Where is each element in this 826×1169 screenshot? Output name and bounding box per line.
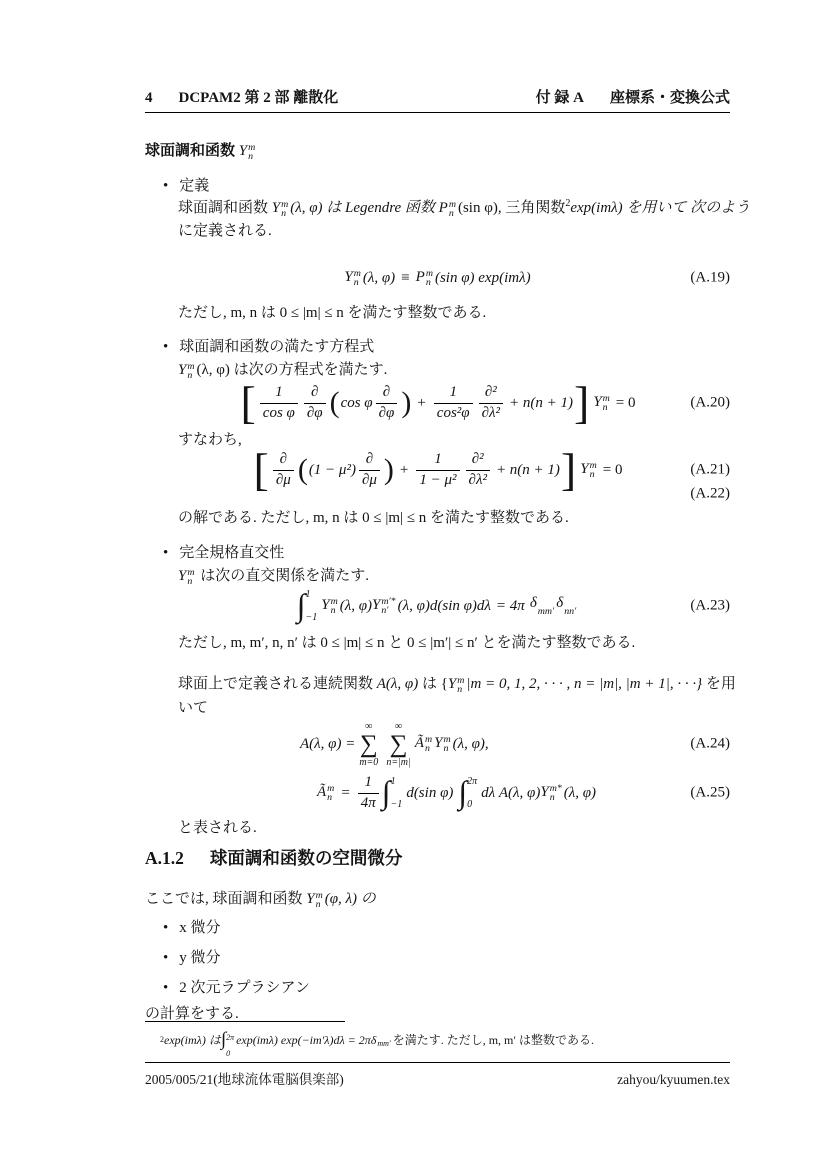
text: の計算をする. — [145, 1006, 239, 1022]
math: (sin φ) exp(imλ) — [434, 269, 531, 286]
text: を満たす. ただし, m, m′ は整数である. — [392, 1033, 594, 1047]
integral: ∫ 1 −1 — [296, 587, 318, 624]
text: 球面調和函数 — [178, 200, 272, 216]
math-Y-conj: Y m′* n′ — [372, 595, 396, 617]
bullet-definition — [163, 176, 209, 196]
equation-label-a24: (A.24) — [690, 735, 730, 752]
list-item-label: 2 次元ラプラシアン — [179, 980, 310, 996]
equation-a19 — [145, 262, 730, 294]
bullet-icon: • — [163, 545, 169, 561]
text: (λ, φ) は Legendre 函数 — [290, 200, 439, 216]
math: A(λ, φ) = — [300, 735, 356, 752]
math: dλ A(λ, φ) — [481, 784, 541, 801]
equation-label-a22: (A.22) — [690, 485, 730, 502]
subscript: mm′ — [377, 1039, 391, 1048]
bullet-icon: • — [163, 920, 169, 936]
footnote: 2 exp(imλ) は ∫ 2π 0 exp(imλ) exp(−im′λ)dλ = 2πδ mm′ を満たす. ただし, m, m′ は整数である. — [160, 1028, 594, 1058]
fraction: $\frac{\partial}{\partial\mu}$ — [359, 451, 380, 489]
fraction: $\frac{\text{∂²}}{\text{∂λ²}}$ — [466, 451, 490, 489]
text: は { — [418, 676, 448, 692]
section-number: A.1.2 — [145, 848, 184, 868]
math-Y: Y m n — [178, 361, 195, 382]
text: は次の直交関係を満たす. — [196, 568, 369, 584]
integral: ∫ 1 −1 — [381, 774, 403, 811]
text: (λ, φ) は次の方程式を満たす. — [196, 362, 388, 378]
header-appendix-label: 付 録 A — [535, 90, 584, 106]
math-delta: δ mm′ — [529, 595, 555, 618]
bullet-icon: • — [163, 980, 169, 996]
plus-symbol: + — [399, 461, 409, 478]
math: d(sin φ) — [406, 784, 454, 801]
math-delta: δ nn′ — [556, 595, 577, 618]
math: = 0 — [602, 461, 623, 478]
equals-symbol: = — [341, 784, 350, 801]
condition-after-a22 — [178, 508, 569, 528]
header-appendix-title: 座標系・変換公式 — [609, 90, 730, 106]
header-left — [145, 88, 338, 108]
fraction: $\frac{\partial}{\partial\varphi}$ — [376, 384, 398, 422]
text: の解である. ただし, m, n は 0 ≤ |m| ≤ n を満たす整数である. — [178, 510, 569, 526]
summation: ∞ ∑ n=|m| — [386, 720, 411, 768]
text: と表される. — [178, 820, 257, 836]
math-Y: Y m n — [447, 675, 465, 696]
equation-a20: [ $\frac{1}{\text{cos φ}}$ $\frac{\partial}{\partial\varphi}$ ( cos φ $\frac{\partial}{\partial\varphi}$ ) + $\frac{1}{\text{cos²φ}}$ $\frac{\text{∂²}}{\text{∂λ²}}$ + n(n + 1) ] Y m n = 0 (A.20) — [240, 377, 730, 428]
bullet-icon: • — [163, 178, 169, 194]
list-item-laplacian — [163, 978, 310, 998]
fraction: $\frac{\partial}{\partial\varphi}$ — [304, 384, 326, 422]
math-Y: Y m n — [238, 142, 256, 163]
list-item-label: x 微分 — [179, 920, 221, 936]
section-heading — [145, 845, 402, 870]
equation-label-a20: (A.20) — [690, 394, 730, 411]
math: (1 − μ²) — [308, 461, 356, 478]
bullet-icon: • — [163, 950, 169, 966]
text: ただし, m, n は 0 ≤ |m| ≤ n を満たす整数である. — [178, 305, 487, 321]
list-item-y-derivative — [163, 948, 221, 968]
footnote-rule — [145, 1021, 345, 1022]
math: + n(n + 1) — [495, 461, 560, 478]
math: (λ, φ) — [362, 269, 396, 286]
integral: ∫ 2π 0 — [220, 1028, 235, 1058]
equation-label-a19: (A.19) — [690, 269, 730, 286]
math: (φ, λ) の — [324, 891, 376, 907]
text: に定義される. — [178, 223, 272, 239]
math-Y: Y m n — [434, 733, 451, 755]
math: cos φ — [340, 394, 373, 411]
bullet-equation-label: 球面調和函数の満たす方程式 — [179, 339, 375, 355]
equation-a24 — [145, 716, 730, 772]
header-page-number: 4 — [145, 90, 153, 106]
math-Y: Y m n — [580, 459, 597, 481]
towa-line — [178, 818, 257, 838]
text: すなわち, — [178, 432, 242, 448]
math-Y: Y m n — [321, 595, 338, 617]
fraction: $\frac{\partial}{\partial\mu}$ — [273, 451, 294, 489]
text: exp(imλ) を用いて 次のよう — [570, 200, 751, 216]
text: ただし, m, m′, n, n′ は 0 ≤ |m| ≤ n と 0 ≤ |m′| ≤ n′ とを満たす整数である. — [178, 635, 636, 651]
equation-intro — [178, 360, 387, 381]
math: |m = 0, 1, 2, · · · , n = |m|, |m + 1|, · · ·} — [466, 676, 703, 692]
math: (λ, φ) — [563, 784, 597, 801]
math: = 4π — [495, 597, 525, 614]
expansion-paragraph-line1 — [178, 674, 736, 695]
math: = 0 — [615, 394, 636, 411]
math: (λ, φ)d(sin φ)dλ — [397, 597, 491, 614]
equation-a22 — [145, 485, 730, 503]
math-A-coef: Ã m n — [317, 782, 335, 804]
math-P: P m n — [415, 267, 433, 289]
text: exp(imλ) は — [164, 1033, 221, 1047]
footnote-marker: 2 — [565, 198, 571, 209]
list-item-label: y 微分 — [179, 950, 221, 966]
definition-paragraph-line2 — [178, 221, 272, 241]
text: 球面上で定義される連続関数 — [178, 676, 377, 692]
equation-label-a25: (A.25) — [690, 784, 730, 801]
paragraph-heading-text: 球面調和函数 — [145, 143, 239, 159]
expansion-paragraph-line2 — [178, 698, 208, 718]
bullet-equation — [163, 337, 374, 357]
fraction: $\frac{1}{4\pi}$ — [358, 774, 379, 812]
math-Y: Y m n — [178, 567, 195, 588]
footer-rule — [145, 1062, 730, 1063]
math: exp(imλ) exp(−im′λ)dλ = 2πδ — [236, 1033, 377, 1047]
equation-label-a23: (A.23) — [690, 597, 730, 614]
section-title: 球面調和函数の空間微分 — [209, 848, 403, 868]
summation: ∞ ∑ m=0 — [359, 720, 379, 768]
condition-after-a19 — [178, 303, 486, 323]
math-Y: Y m n — [344, 267, 361, 289]
footer-filename — [617, 1070, 730, 1090]
header-rule — [145, 112, 730, 113]
fraction: $\frac{1}{\text{cos φ}}$ — [260, 384, 298, 422]
text: いて — [178, 700, 209, 716]
bullet-orthogonality-label: 完全規格直交性 — [179, 545, 285, 561]
plus-symbol: + — [417, 394, 426, 411]
math: + n(n + 1) — [509, 394, 573, 411]
equiv-symbol: ≡ — [401, 269, 410, 286]
equation-a25 — [145, 770, 730, 816]
list-item-x-derivative — [163, 918, 221, 938]
math-A: A(λ, φ) — [376, 676, 419, 692]
equation-a23 — [145, 584, 730, 628]
math: (λ, φ), — [452, 735, 489, 752]
koko-line — [145, 889, 376, 910]
equation-a21: [ $\frac{\partial}{\partial\mu}$ ( (1 − μ²) $\frac{\partial}{\partial\mu}$ ) + $\frac{1}{\text{1 − μ²}}$ $\frac{\text{∂²}}{\text{∂λ²}}$ + n(n + 1) ] Y m n = 0 (A.21) — [253, 444, 730, 495]
text: zahyou/kyuumen.tex — [617, 1072, 730, 1087]
math-Y: Y m n — [593, 392, 610, 414]
math-Y: Y m n — [306, 890, 323, 911]
text: を用 — [702, 676, 736, 692]
bullet-icon: • — [163, 339, 169, 355]
header-right — [536, 88, 730, 108]
definition-paragraph-line1 — [178, 198, 750, 219]
math-P: P m n — [438, 199, 456, 220]
bullet-orthogonality — [163, 543, 284, 563]
header-section-title: DCPAM2 第 2 部 離散化 — [178, 90, 339, 106]
math: (λ, φ) — [339, 597, 373, 614]
math-Y: Y m* n — [540, 782, 562, 804]
math-Y: Y m n — [271, 199, 289, 220]
integral: ∫ 2π 0 — [458, 774, 478, 811]
equation-label-a21: (A.21) — [690, 461, 730, 478]
fraction: $\frac{1}{\text{cos²φ}}$ — [434, 384, 473, 422]
paragraph-heading — [145, 141, 257, 162]
fraction: $\frac{1}{\text{1 − μ²}}$ — [416, 451, 459, 489]
text: 2005/005/21(地球流体電脳倶楽部) — [145, 1072, 344, 1087]
text: (sin φ), 三角関数 — [457, 200, 566, 216]
text: ここでは, 球面調和函数 — [145, 891, 307, 907]
footer-date — [145, 1070, 344, 1090]
fraction: $\frac{\text{∂²}}{\text{∂λ²}}$ — [479, 384, 503, 422]
bullet-definition-label: 定義 — [179, 178, 210, 194]
condition-after-a23 — [178, 633, 635, 653]
math-A-coef: Ã m n — [414, 733, 433, 755]
